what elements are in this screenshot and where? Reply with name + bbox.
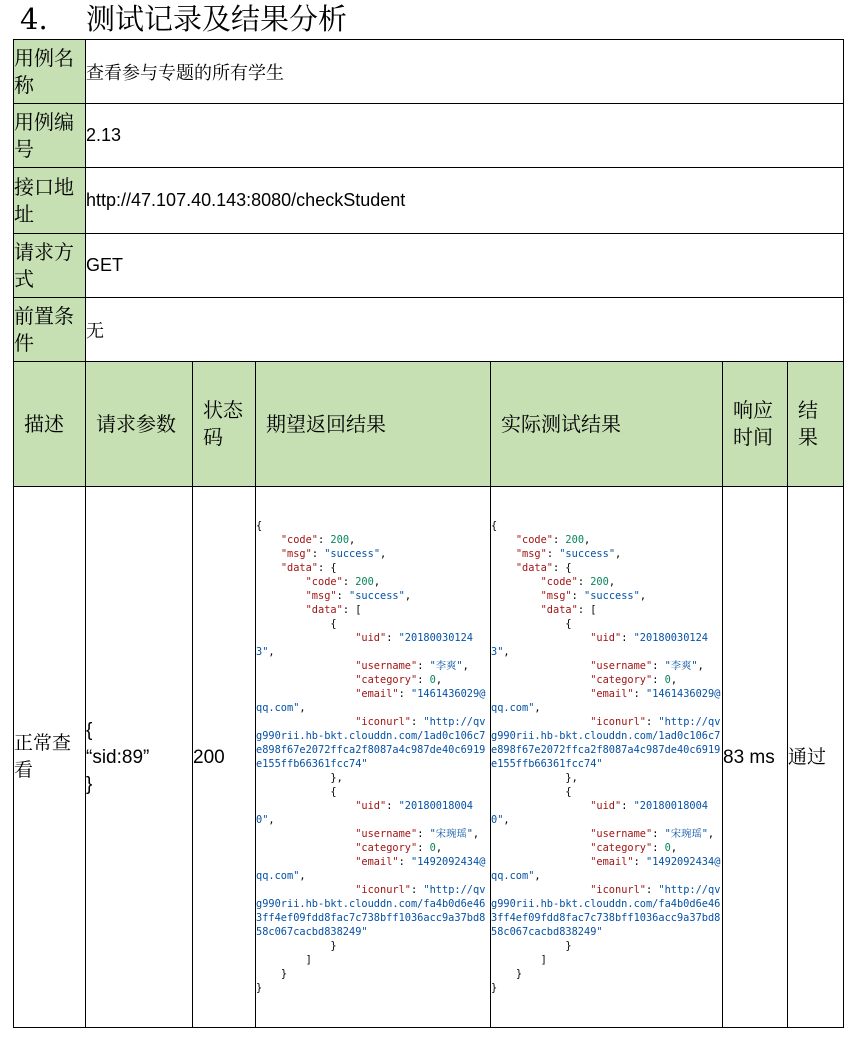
precondition-label: 前置条件 [14,298,86,362]
info-row-endpoint [14,168,844,234]
actual-email-2: "1492092434@qq.com" [491,856,721,882]
test-case-table [13,39,844,1028]
col-header-expected: 期望返回结果 [256,362,491,487]
row-response-time: 83 ms [723,487,788,1028]
info-row-precondition [14,298,844,362]
info-row-case-name [14,40,844,104]
expected-email-1: "1461436029@qq.com" [256,688,486,714]
expected-json: { "code": 200, "msg": "success", "data": { "code": 200, "msg": "success", "data": [ { "uid": "201800301243", "username": "李爽", "category": 0, "email": "1461436029@qq.com", "iconurl": "http://qvg990rii.hb-bkt.clouddn.com/1ad0c106c7e898f67e2072ffca2f8087a4c987de40c6919e155ffb66361fcc74" }, { "uid": "201800180040", "username": "宋琬瑶", "category": 0, "email": "1492092434@qq.com", "iconurl": "http://qvg990rii.hb-bkt.clouddn.com/fa4b0d6e463ff4ef09fdd8fac7c738bff1036acc9a37bd858c067cacbd838249" } ] } } [256,520,486,994]
actual-json: { "code": 200, "msg": "success", "data": { "code": 200, "msg": "success", "data": [ { "uid": "201800301243", "username": "李爽", "category": 0, "email": "1461436029@qq.com", "iconurl": "http://qvg990rii.hb-bkt.clouddn.com/1ad0c106c7e898f67e2072ffca2f8087a4c987de40c6919e155ffb66361fcc74" }, { "uid": "201800180040", "username": "宋琬瑶", "category": 0, "email": "1492092434@qq.com", "iconurl": "http://qvg990rii.hb-bkt.clouddn.com/fa4b0d6e463ff4ef09fdd8fac7c738bff1036acc9a37bd858c067cacbd838249" } ] } } [491,520,721,994]
col-header-params: 请求参数 [86,362,193,487]
actual-uid-1: "201800301243" [491,632,709,658]
column-header-row [14,362,844,487]
endpoint-label: 接口地址 [14,168,86,234]
params-open: { [86,719,93,741]
expected-uid-2: "201800180040" [256,800,474,826]
col-header-response-time: 响应时间 [723,362,788,487]
section-heading [20,0,347,38]
section-number: 4. [20,2,48,36]
case-name-value: 查看参与专题的所有学生 [86,40,844,104]
row-description: 正常查看 [14,487,86,1028]
method-value: GET [86,234,844,298]
col-header-actual: 实际测试结果 [491,362,723,487]
expected-username-2: "宋琬瑶" [429,828,473,840]
expected-result [256,487,491,1028]
case-name-label: 用例名称 [14,40,86,104]
method-label: 请求方式 [14,234,86,298]
case-id-label: 用例编号 [14,104,86,168]
expected-iconurl-1: "http://qvg990rii.hb-bkt.clouddn.com/1ad0c106c7e898f67e2072ffca2f8087a4c987de40c6919e155ffb66361fcc74" [256,716,486,770]
actual-email-1: "1461436029@qq.com" [491,688,721,714]
info-row-case-id [14,104,844,168]
params-body: “sid:89” [86,746,150,768]
info-row-method [14,234,844,298]
row-params [86,487,193,1028]
precondition-value: 无 [86,298,844,362]
expected-email-2: "1492092434@qq.com" [256,856,486,882]
expected-uid-1: "201800301243" [256,632,474,658]
test-row [14,487,844,1028]
case-id-value: 2.13 [86,104,844,168]
col-header-description: 描述 [14,362,86,487]
actual-iconurl-2: "http://qvg990rii.hb-bkt.clouddn.com/fa4b0d6e463ff4ef09fdd8fac7c738bff1036acc9a37bd858c067cacbd838249" [491,884,721,938]
actual-uid-2: "201800180040" [491,800,709,826]
actual-username-2: "宋琬瑶" [664,828,708,840]
expected-iconurl-2: "http://qvg990rii.hb-bkt.clouddn.com/fa4b0d6e463ff4ef09fdd8fac7c738bff1036acc9a37bd858c067cacbd838249" [256,884,486,938]
actual-username-1: "李爽" [664,660,698,672]
section-title: 测试记录及结果分析 [86,2,348,36]
actual-result [491,487,723,1028]
actual-iconurl-1: "http://qvg990rii.hb-bkt.clouddn.com/1ad0c106c7e898f67e2072ffca2f8087a4c987de40c6919e155ffb66361fcc74" [491,716,721,770]
expected-username-1: "李爽" [429,660,463,672]
row-status: 200 [193,487,256,1028]
endpoint-value: http://47.107.40.143:8080/checkStudent [86,168,844,234]
col-header-status: 状态码 [193,362,256,487]
params-close: } [86,773,93,795]
row-result: 通过 [788,487,844,1028]
col-header-result: 结果 [788,362,844,487]
